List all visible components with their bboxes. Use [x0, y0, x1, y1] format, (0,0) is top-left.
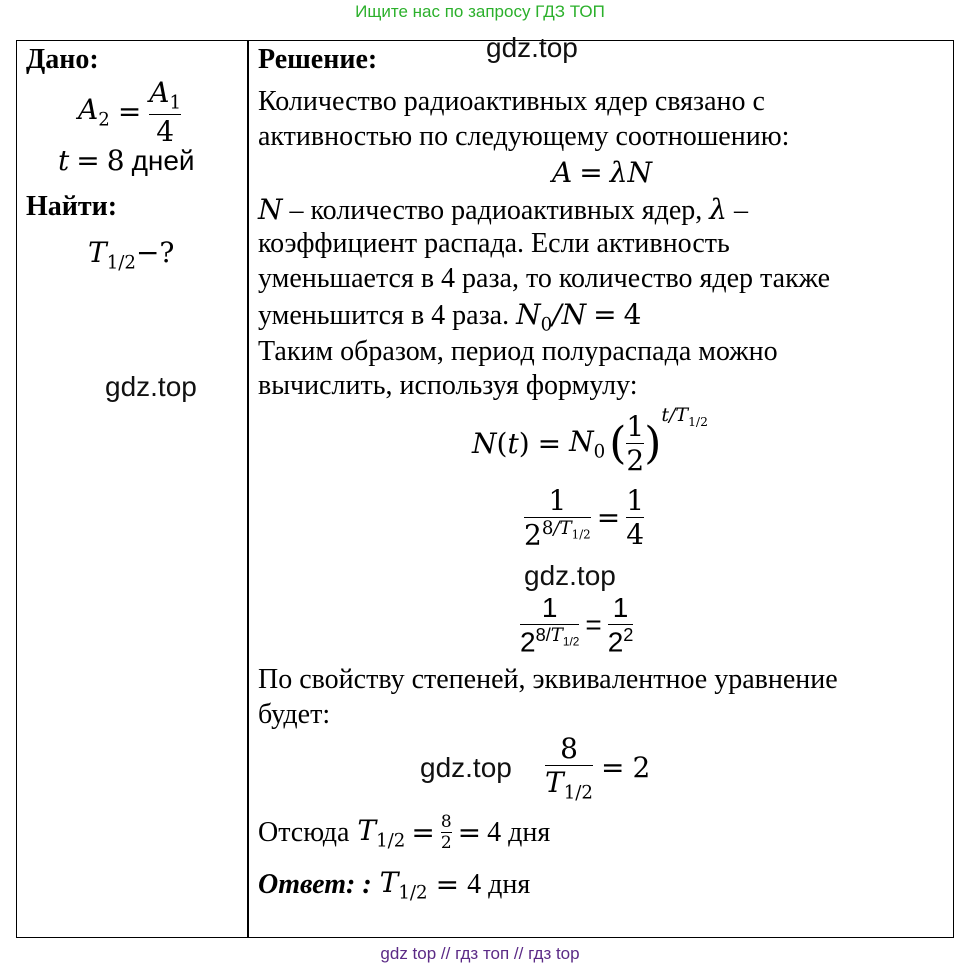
solution-line-6: уменьшится в 4 раза. $N_0/N = 4$ — [258, 298, 642, 336]
find-title: Найти: — [26, 191, 118, 222]
watermark-bottom: gdz.top — [420, 752, 512, 783]
formula-eq2: $\frac{1}{2^{8/T_{1/2}}}$ = $\frac{1}{2^2}$ — [520, 592, 634, 658]
given-title: Дано: — [26, 44, 99, 75]
watermark-left: gdz.top — [105, 371, 197, 402]
solution-line-7: Таким образом, период полураспада можно — [258, 336, 778, 367]
solution-line-4: коэффициент распада. Если активность — [258, 228, 730, 259]
answer: Ответ: : $T_{1/2}$ = 4 дня — [258, 866, 531, 904]
formula-eq3: $\frac{8}{T_{1/2}}$ = 2 — [545, 732, 651, 804]
column-divider — [247, 40, 249, 938]
solution-title: Решение: — [258, 44, 378, 75]
formula-activity: A = λN — [552, 156, 652, 189]
solution-line-8: вычислить, используя формулу: — [258, 370, 638, 401]
watermark-middle: gdz.top — [524, 560, 616, 591]
solution-line-2: активностью по следующему соотношению: — [258, 121, 790, 152]
solution-line-10: будет: — [258, 699, 331, 730]
formula-decay: N ( t ) = $N_0$ ( $\frac{1}{2}$ ) $t/T_{1/2}$ — [472, 404, 708, 477]
watermark-top: gdz.top — [486, 32, 578, 63]
top-banner: Ищите нас по запросу ГДЗ ТОП — [355, 2, 605, 21]
solution-hence: Отсюда $T_{1/2}$ = $\frac{8}{2}$ = 4 дня — [258, 812, 551, 853]
solution-line-1: Количество радиоактивных ядер связано с — [258, 86, 765, 117]
solution-line-9: По свойству степеней, эквивалентное уравнение — [258, 664, 838, 695]
formula-eq1: $\frac{1}{2^{8/T_{1/2}}}$ = $\frac{1}{4}$ — [524, 484, 645, 552]
solution-line-3: N – количество радиоактивных ядер, λ – — [258, 193, 749, 226]
solution-line-5: уменьшается в 4 раза, то количество ядер также — [258, 263, 831, 294]
given-t: t = 8 дней — [58, 144, 195, 177]
given-a2: $A_2$ = $\frac{A_1}{4}$ — [78, 76, 182, 148]
footer-links: gdz top // гдз топ // гдз top — [380, 944, 580, 963]
find-item: $T_{1/2}-$? — [88, 236, 175, 274]
